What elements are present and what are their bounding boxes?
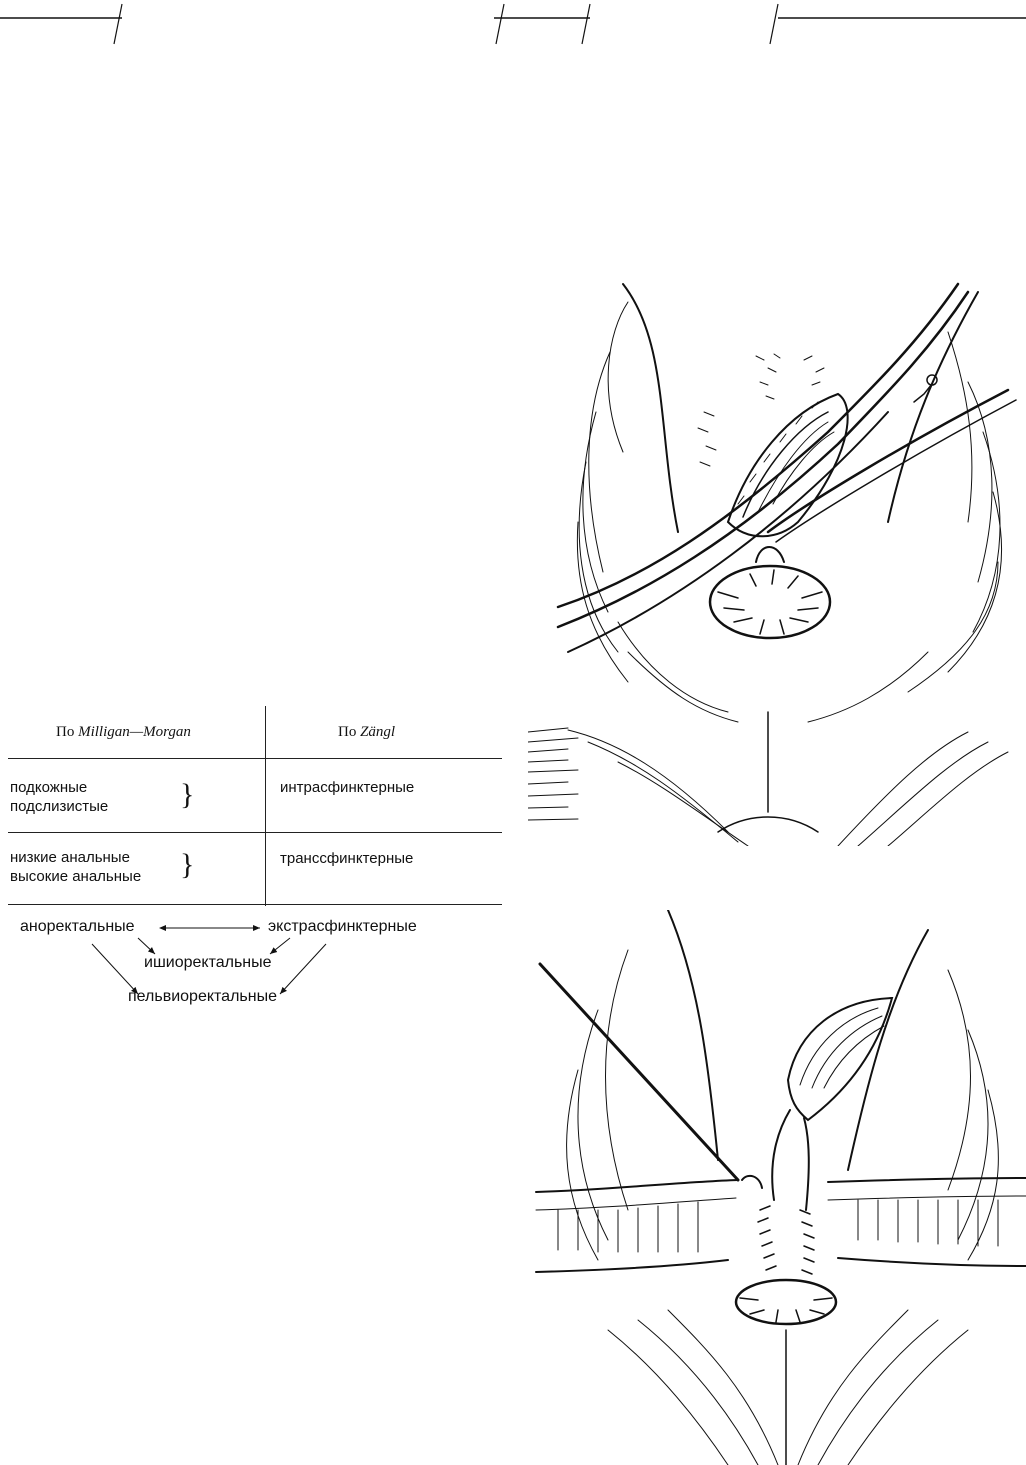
table-row-2-left-line-2: высокие анальные <box>10 868 142 885</box>
arrow-icon <box>270 938 290 954</box>
table-bottom-rule <box>8 904 502 905</box>
fistula-relation-diagram <box>0 910 510 1020</box>
arrow-icon <box>280 944 326 994</box>
term-anorectal: аноректальные <box>20 918 135 935</box>
fistula-classification-table <box>8 706 502 906</box>
term-extrasphincteric: экстрасфинктерные <box>268 918 417 935</box>
arrow-icon <box>138 938 155 954</box>
brace-icon: } <box>180 778 195 811</box>
arrow-icon <box>92 944 138 994</box>
table-row-1-left-line-1: подкожные <box>10 779 88 796</box>
table-header-left: По Milligan—Morgan <box>56 724 191 740</box>
table-row-2-right: транссфинктерные <box>280 850 414 867</box>
table-row-2-left-line-1: низкие анальные <box>10 849 130 866</box>
term-pelviorectal: пельвиоректальные <box>128 988 277 1005</box>
table-header-right: По Zängl <box>338 724 396 740</box>
term-ischiorectal: ишиоректальные <box>144 954 272 971</box>
page-header-rule <box>0 0 1026 50</box>
table-column-divider <box>265 706 266 906</box>
surgical-illustration-top <box>528 272 1026 846</box>
table-row-rule <box>8 832 502 833</box>
table-row-1-left-line-2: подслизистые <box>10 798 109 815</box>
table-header-rule <box>8 758 502 759</box>
surgical-illustration-bottom <box>528 910 1026 1465</box>
table-row-1-right: интрасфинктерные <box>280 779 415 796</box>
brace-icon: } <box>180 848 195 881</box>
